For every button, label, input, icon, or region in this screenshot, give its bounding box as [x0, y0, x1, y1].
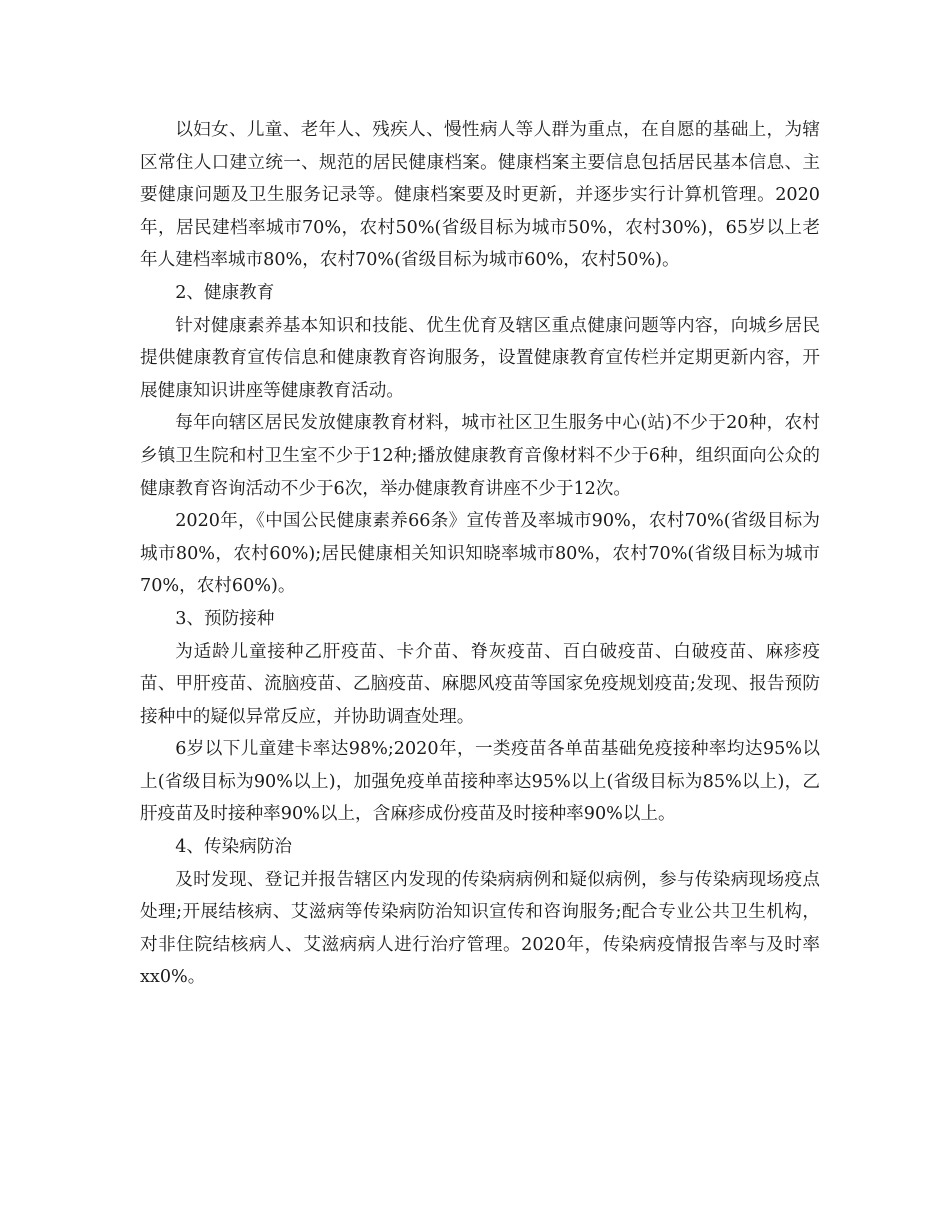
document-body [140, 114, 820, 994]
paragraph-health-education-materials: 每年向辖区居民发放健康教育材料，城市社区卫生服务中心(站)不少于20种，农村乡镇卫生院和村卫生室不少于12种;播放健康教育音像材料不少于6种，组织面向公众的健康教育咨询活动不少于6次，举办健康教育讲座不少于12次。 [140, 413, 820, 499]
paragraph-health-education-content: 针对健康素养基本知识和技能、优生优育及辖区重点健康问题等内容，向城乡居民提供健康教育宣传信息和健康教育咨询服务，设置健康教育宣传栏并定期更新内容，开展健康知识讲座等健康教育活动。 [140, 315, 820, 401]
section-heading-infectious-disease: 4、传染病防治 [175, 837, 292, 858]
section-heading-vaccination: 3、预防接种 [175, 608, 275, 629]
paragraph-health-literacy-targets: 2020年，《中国公民健康素养66条》宣传普及率城市90%，农村70%(省级目标为城市80%，农村60%);居民健康相关知识知晓率城市80%，农村70%(省级目标为城市70%，农村60%)。 [140, 511, 820, 597]
paragraph-infectious-disease-content: 及时发现、登记并报告辖区内发现的传染病病例和疑似病例，参与传染病现场疫点处理;开展结核病、艾滋病等传染病防治知识宣传和咨询服务;配合专业公共卫生机构，对非住院结核病人、艾滋病病人进行治疗管理。2020年，传染病疫情报告率与及时率xx0%。 [140, 869, 820, 988]
paragraph-vaccination-targets: 6岁以下儿童建卡率达98%;2020年，一类疫苗各单苗基础免疫接种率均达95%以上(省级目标为90%以上)，加强免疫单苗接种率达95%以上(省级目标为85%以上)，乙肝疫苗及时接种率90%以上，含麻疹成份疫苗及时接种率90%以上。 [140, 739, 820, 825]
paragraph-vaccination-content: 为适龄儿童接种乙肝疫苗、卡介苗、脊灰疫苗、百白破疫苗、白破疫苗、麻疹疫苗、甲肝疫苗、流脑疫苗、乙脑疫苗、麻腮风疫苗等国家免疫规划疫苗;发现、报告预防接种中的疑似异常反应，并协助调查处理。 [140, 641, 820, 727]
paragraph-health-records: 以妇女、儿童、老年人、残疾人、慢性病人等人群为重点，在自愿的基础上，为辖区常住人口建立统一、规范的居民健康档案。健康档案主要信息包括居民基本信息、主要健康问题及卫生服务记录等。健康档案要及时更新，并逐步实行计算机管理。2020年，居民建档率城市70%，农村50%(省级目标为城市50%，农村30%)，65岁以上老年人建档率城市80%，农村70%(省级目标为城市60%，农村50%)。 [140, 120, 820, 271]
section-heading-health-education: 2、健康教育 [175, 282, 275, 303]
